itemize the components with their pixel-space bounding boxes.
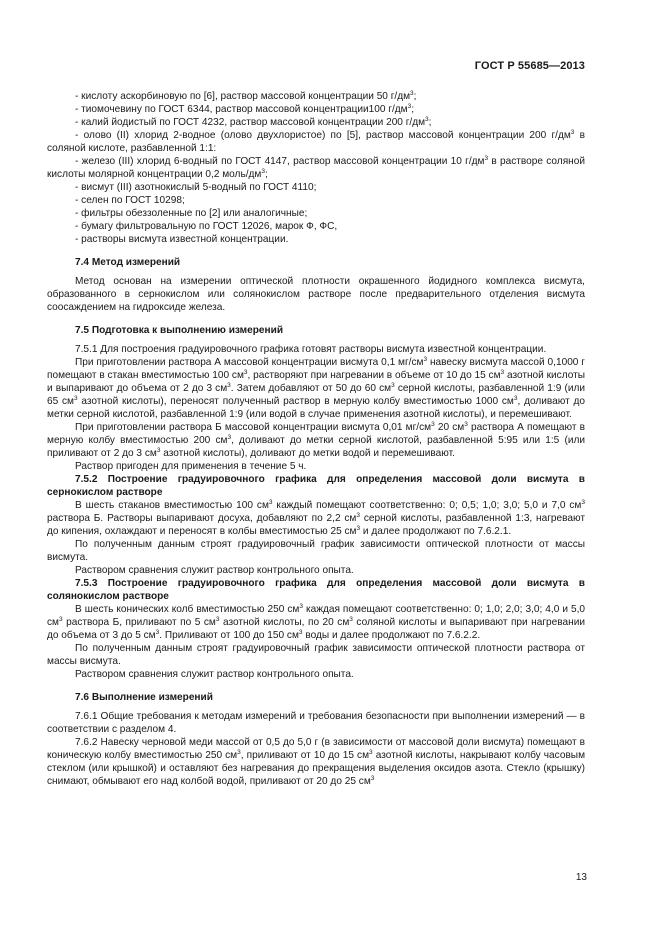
page-number: 13 [575,872,587,883]
page-body [47,90,585,788]
paragraph: При приготовлении раствора Б массовой концентрации висмута 0,01 $мг/см^3$ 20 $см^3$ раствора А помещают в мерную колбу вместимостью 200 $см^3$, доливают до метки серной кислотой, разбавленной 5:95 или 1:5 (или приливают от 2 до 3 $см^3$ азотной кислоты), доливают до метки водой и перемешивают. [47,421,586,459]
section-heading-7-6: 7.6 Выполнение измерений [75,692,213,703]
list-item: - кислоту аскорбиновую по [6], раствор массовой концентрации 50 $г/дм^3$; [75,90,417,102]
paragraph: При приготовлении раствора А массовой концентрации висмута 0,1 $мг/см^3$ навеску висмута массой 0,1000 г помещают в стакан вместимостью 100 $см^3$, растворяют при нагревании в объеме от 10 до 15 $см^3$ азотной кислоты и выпаривают до объема от 2 до 3 $см^3$. Затем добавляют от 50 до 60 $см^3$ серной кислоты, разбавленной 1:9 (или 65 $см^3$ азотной кислоты), переносят полученный раствор в мерную колбу вместимостью 1000 $см^3$, доливают до метки серной кислотой, разбавленной 1:9 (или водой в случае применения азотной кислоты), и перемешивают. [47,356,585,420]
list-item: - железо (III) хлорид 6-водный по ГОСТ 4147, раствор массовой концентрации 10 $г/дм^3$ в растворе соляной кислоты молярной концентрации 0,2 моль/$дм^3$; [47,155,585,180]
list-item: - бумагу фильтровальную по ГОСТ 12026, марок Ф, ФС, [75,221,338,232]
standard-header: ГОСТ Р 55685—2013 [474,60,585,72]
subsection-heading-7-5-2: 7.5.2 Построение градуировочного графика для определения массовой доли висмута в сернокислом растворе [47,474,585,498]
list-item: - висмут (III) азотнокислый 5-водный по ГОСТ 4110; [75,182,317,193]
section-heading-7-4: 7.4 Метод измерений [75,257,181,268]
paragraph: 7.6.2 Навеску черновой меди массой от 0,5 до 5,0 г (в зависимости от массовой доли висмута) помещают в коническую колбу вместимостью 250 $см^3$, приливают от 10 до 15 $см^3$ азотной кислоты, накрывают колбу часовым стеклом (или крышкой) и оставляют без нагревания до прекращения выделения оксидов азота. Стекло (крышку) снимают, обмывают его над колбой водой, приливают от 20 до 25 $см^3$ [47,737,586,787]
list-item: - калий йодистый по ГОСТ 4232, раствор массовой концентрации 200 $г/дм^3$; [75,116,432,128]
paragraph: 7.5.1 Для построения градуировочного графика готовят растворы висмута известной концентрации. [75,344,547,355]
paragraph: В шесть конических колб вместимостью 250 $см^3$ каждая помещают соответственно: 0; 1,0; 2,0; 3,0; 4,0 и 5,0 $см^3$ раствора Б, приливают по 5 $см^3$ азотной кислоты, по 20 $см^3$ соляной кислоты и выпаривают при нагревании до объема от 3 до 5 $см^3$. Приливают от 100 до 150 $см^3$ воды и далее продолжают по 7.6.2.2. [47,603,585,641]
list-item: - фильтры обеззоленные по [2] или аналогичные; [75,208,308,219]
paragraph: 7.6.1 Общие требования к методам измерений и требования безопасности при выполнении измерений — в соответствии с разделом 4. [47,711,585,735]
section-heading-7-5: 7.5 Подготовка к выполнению измерений [75,325,284,336]
paragraph: В шесть стаканов вместимостью 100 $см^3$ каждый помещают соответственно: 0; 0,5; 1,0; 3,0; 5,0 и 7,0 $см^3$ раствора Б. Растворы выпаривают досуха, добавляют по 2,2 $см^3$ серной кислоты, разбавленной 1:3, нагревают до кипения, охлаждают и переносят в колбы вместимостью 25 $см^3$ и далее продолжают по 7.6.2.1. [47,499,585,537]
paragraph: Раствором сравнения служит раствор контрольного опыта. [75,669,354,680]
paragraph: Раствор пригоден для применения в течение 5 ч. [75,461,307,472]
paragraph: По полученным данным строят градуировочный график зависимости оптической плотности от массы висмута. [47,539,585,563]
paragraph: Раствором сравнения служит раствор контрольного опыта. [75,565,354,576]
list-item: - растворы висмута известной концентрации. [75,234,289,245]
list-item: - тиомочевину по ГОСТ 6344, раствор массовой концентрации100 $г/дм^3$; [75,103,415,115]
list-item: - селен по ГОСТ 10298; [75,195,185,206]
paragraph: Метод основан на измерении оптической плотности окрашенного йодидного комплекса висмута, образованного в сернокислом или солянокислом растворе после предварительного отделения висмута соосаждением на гидроксиде железа. [47,276,585,313]
reagent-list [47,90,585,246]
paragraph: По полученным данным строят градуировочный график зависимости оптической плотности раствора от массы висмута. [47,643,585,667]
list-item: - олово (II) хлорид 2-водное (олово двухлористое) по [5], раствор массовой концентрации 200 $г/дм^3$ в соляной кислоте, разбавленной 1:1: [47,129,585,154]
subsection-heading-7-5-3: 7.5.3 Построение градуировочного графика для определения массовой доли висмута в солянокислом растворе [47,578,585,602]
